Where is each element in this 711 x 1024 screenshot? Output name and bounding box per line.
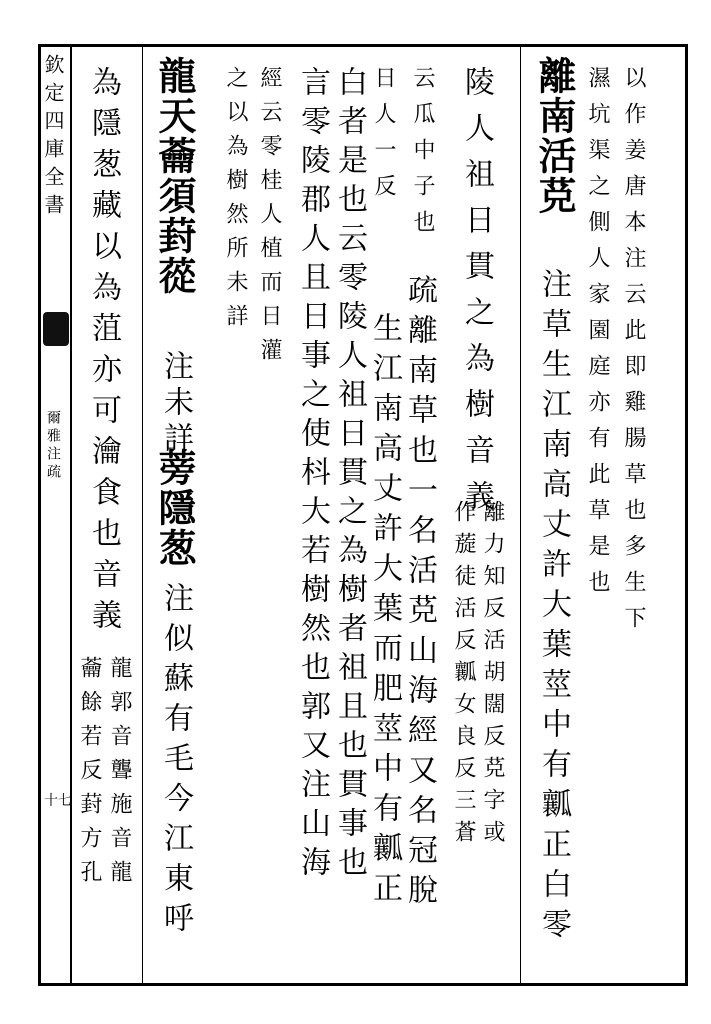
text-column: 以作姜唐本注云此即雞腸草也多生下: [621, 66, 646, 642]
text-column: 陵人祖日貫之為樹音義: [459, 66, 494, 526]
annotation-column: 云瓜中子也: [410, 66, 435, 246]
frame-right-border: [685, 44, 688, 986]
book-title: 爾雅注疏: [45, 410, 61, 482]
fish-tail-mark: [43, 312, 69, 346]
annotation-column: 離力知反活胡闊反莌字或: [480, 500, 505, 852]
annotation-column: 之以為樹然所未詳: [223, 66, 248, 338]
library-title: 欽定四庫全書: [41, 54, 65, 222]
annotation-column: 經云零桂人植而日灌: [257, 66, 282, 372]
frame-top-border: [38, 44, 688, 47]
entry-heading: 蒡隱葱: [152, 448, 197, 568]
text-column: 言零陵郡人且日事之使枓大若樹然也郭又注山海: [295, 66, 330, 885]
entry-heading: 離南活莌: [532, 56, 577, 216]
column-divider: [520, 47, 521, 983]
column-divider: [142, 47, 143, 983]
entry-heading: 龍天蘥須葑蓯: [152, 56, 197, 296]
frame-bottom-border: [38, 983, 688, 986]
annotation-column: 日人一反: [371, 66, 396, 210]
folio-number: 十七: [44, 793, 72, 809]
text-column: 濕坑渠之側人家園庭亦有此草是也: [585, 66, 610, 606]
text-column: 注似蘇有毛今江東呼: [158, 582, 193, 942]
text-column: 疏離南草也一名活莌山海經又名冠脫: [402, 274, 437, 914]
text-column: 白者是也云零陵人祖日貫之為樹者祖且也貫事也: [332, 66, 367, 885]
text-column: 注未詳: [158, 350, 193, 458]
text-column: 為隱葱藏以為菹亦可瀹食也音義: [86, 66, 121, 640]
annotation-column: 龍郭音聾施音龍: [107, 656, 132, 894]
margin-rule: [70, 44, 72, 986]
text-column: 生江南高丈許大葉而肥莖中有瓤正: [367, 312, 402, 912]
text-column: 注草生江南高丈許大葉莖中有瓤正白零: [536, 268, 571, 948]
annotation-column: 作蔙徒活反瓤女良反三蒼: [451, 500, 476, 852]
annotation-column: 蘥餘若反葑方孔: [77, 656, 102, 894]
